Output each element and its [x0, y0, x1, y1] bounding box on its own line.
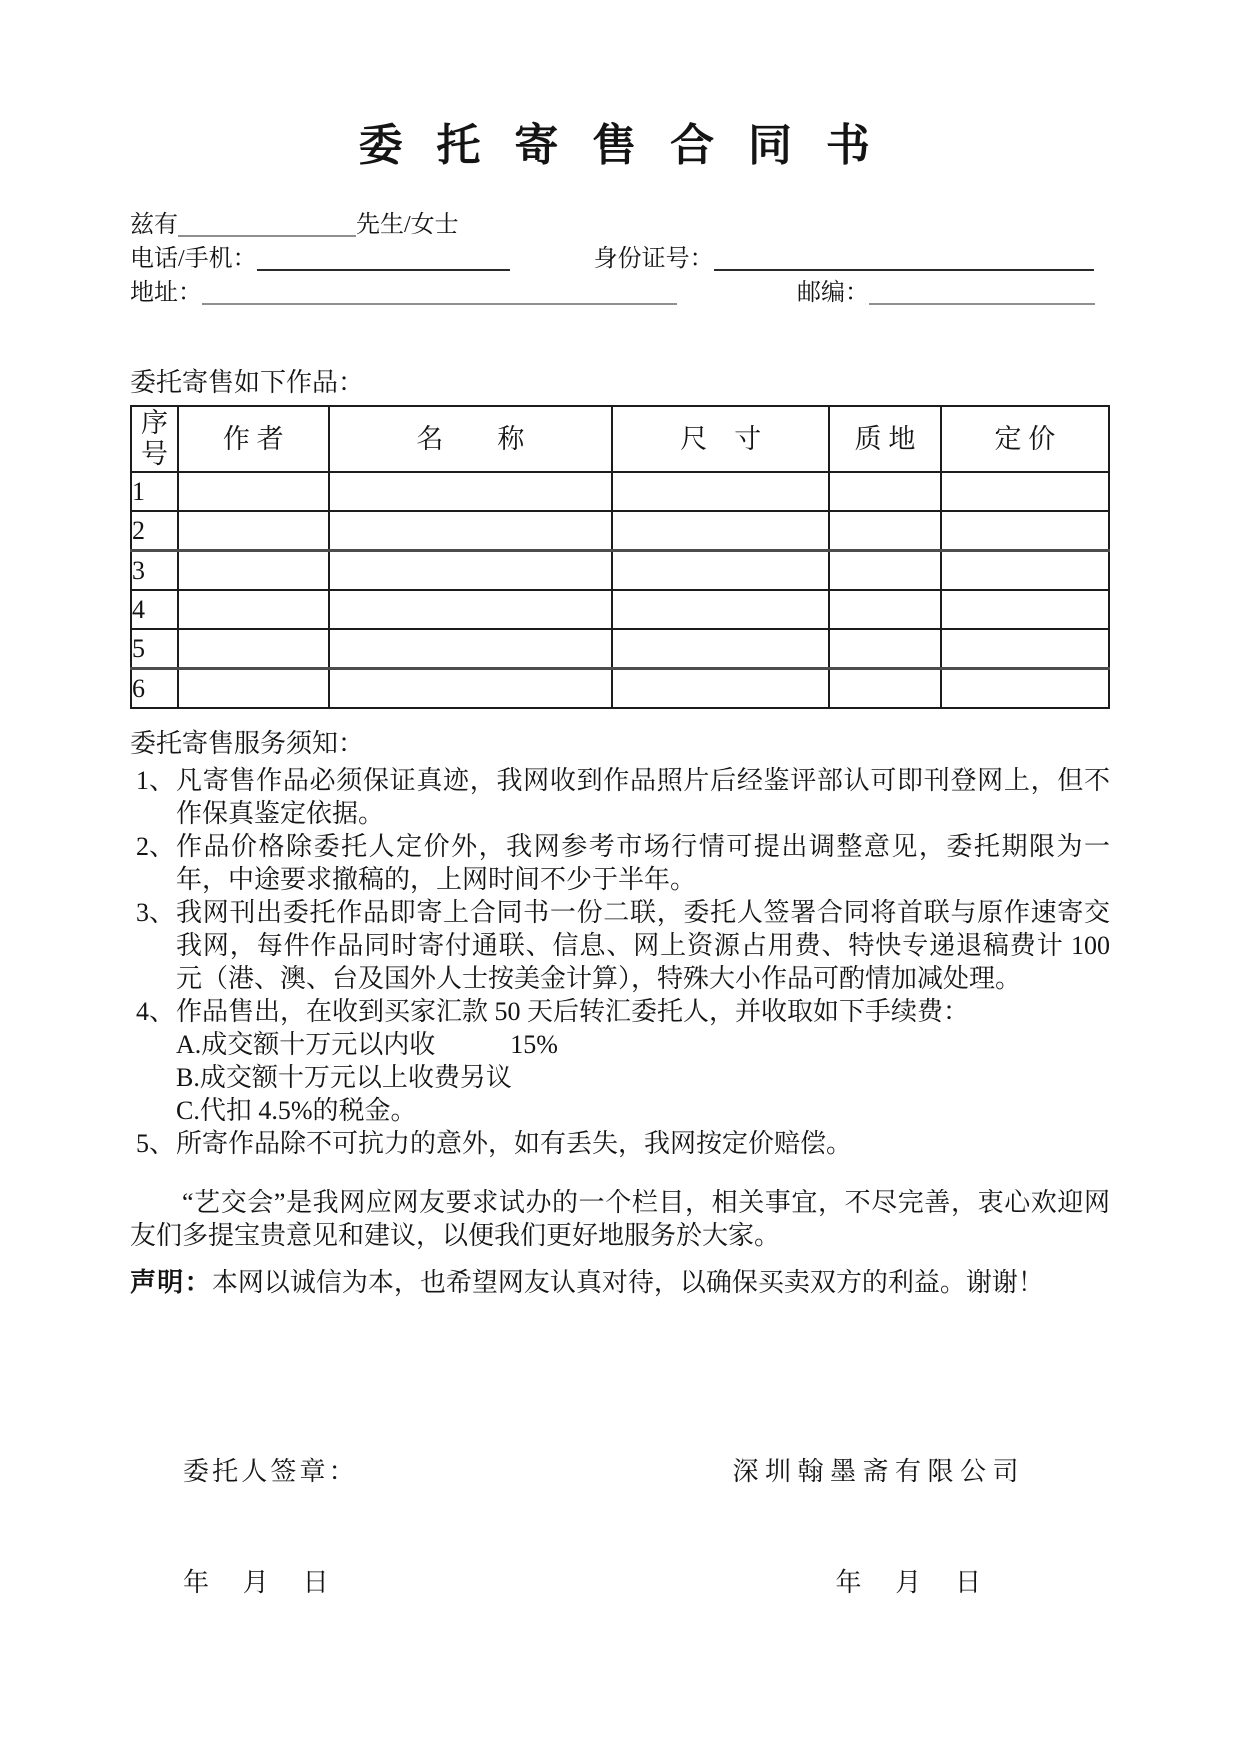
table-cell: [941, 669, 1109, 709]
notices-heading: 委托寄售服务须知：: [130, 729, 365, 758]
address-blank: [202, 279, 677, 305]
fee-sub-item-a-value: 15%: [510, 1030, 558, 1059]
fee-sub-item-a-label: A.成交额十万元以内收: [176, 1030, 436, 1059]
postcode-blank: [869, 279, 1095, 305]
date-row: [130, 1562, 1110, 1599]
header-price: 定 价: [941, 406, 1109, 472]
notice-item-5: [136, 1127, 1110, 1160]
table-cell: [612, 590, 829, 629]
notice-text: 作品售出，在收到买家汇款 50 天后转汇委托人，并收取如下手续费：: [176, 997, 970, 1026]
table-row: [131, 669, 1109, 709]
table-cell: [178, 551, 329, 591]
row-index: 6: [131, 669, 178, 709]
table-cell: [941, 629, 1109, 669]
intro-prefix-label: 兹有: [130, 212, 178, 238]
name-blank: [178, 211, 356, 237]
table-cell: [178, 669, 329, 709]
postcode-label: 邮编：: [797, 280, 869, 306]
table-cell: [941, 472, 1109, 511]
table-cell: [329, 590, 613, 629]
table-cell: [329, 511, 613, 551]
table-row: [131, 511, 1109, 551]
header-size: 尺 寸: [612, 406, 829, 472]
works-table-caption: 委托寄售如下作品：: [130, 368, 365, 397]
id-label: 身份证号：: [593, 246, 714, 272]
table-row: [131, 590, 1109, 629]
table-cell: [612, 629, 829, 669]
fee-sub-item-c: C.代扣 4.5%的税金。: [176, 1096, 417, 1125]
party-info-section: [130, 209, 1110, 310]
notice-item-3: [136, 896, 1110, 995]
table-cell: [178, 472, 329, 511]
table-cell: [829, 629, 940, 669]
notice-number: 4、: [136, 997, 176, 1026]
table-cell: [829, 590, 940, 629]
table-cell: [941, 590, 1109, 629]
notices-section: [130, 727, 1110, 1160]
notice-item-4: [136, 995, 1110, 1028]
header-index: 序号: [131, 406, 178, 472]
client-signature-label: 委托人签章：: [183, 1457, 358, 1486]
table-cell: [941, 551, 1109, 591]
row-index: 5: [131, 629, 178, 669]
notice-text: 我网刊出委托作品即寄上合同书一份二联，委托人签署合同将首联与原作速寄交我网，每件作品同时寄付通联、信息、网上资源占用费、特快专递退稿费计 100 元（港、澳、台及国外人士按美金计算），特殊大小作品可酌情加减处理。: [176, 898, 1110, 993]
notice-text: 所寄作品除不可抗力的意外，如有丢失，我网按定价赔偿。: [176, 1129, 853, 1158]
table-row: [131, 551, 1109, 591]
fee-sub-item-b: B.成交额十万元以上收费另议: [176, 1063, 512, 1092]
notice-number: 5、: [136, 1129, 176, 1158]
statement-text: 本网以诚信为本，也希望网友认真对待，以确保买卖双方的利益。谢谢！: [211, 1268, 1044, 1297]
table-cell: [178, 590, 329, 629]
table-cell: [612, 511, 829, 551]
page-title: 委 托 寄 售 合 同 书: [358, 121, 882, 170]
table-cell: [612, 669, 829, 709]
company-name: 深圳翰墨斋有限公司: [732, 1457, 1025, 1486]
table-cell: [329, 629, 613, 669]
works-table: [130, 405, 1110, 709]
table-cell: [612, 551, 829, 591]
row-index: 4: [131, 590, 178, 629]
table-cell: [829, 472, 940, 511]
signature-row: [130, 1451, 1110, 1488]
notice-number: 1、: [136, 766, 176, 795]
statement-label: 声明：: [130, 1268, 212, 1297]
row-index: 1: [131, 472, 178, 511]
table-row: [131, 472, 1109, 511]
header-material: 质 地: [829, 406, 940, 472]
table-row: [131, 629, 1109, 669]
id-blank: [714, 245, 1094, 271]
row-index: 3: [131, 551, 178, 591]
notice-item-1: [136, 764, 1110, 830]
table-cell: [178, 511, 329, 551]
address-label: 地址：: [130, 280, 202, 306]
notice-item-2: [136, 830, 1110, 896]
row-index: 2: [131, 511, 178, 551]
intro-suffix-label: 先生/女士: [356, 212, 459, 238]
company-date-line: 年 月 日: [835, 1568, 985, 1597]
table-cell: [612, 472, 829, 511]
closing-paragraph: “艺交会”是我网应网友要求试办的一个栏目，相关事宜，不尽完善，衷心欢迎网友们多提宝贵意见和建议，以便我们更好地服务於大家。: [130, 1188, 1110, 1250]
notice-text: 凡寄售作品必须保证真迹，我网收到作品照片后经鉴评部认可即刊登网上，但不作保真鉴定依据。: [176, 766, 1110, 828]
table-cell: [941, 511, 1109, 551]
table-cell: [178, 629, 329, 669]
table-cell: [329, 551, 613, 591]
header-name: 名 称: [329, 406, 613, 472]
header-author: 作 者: [178, 406, 329, 472]
intro-line: [130, 209, 1110, 242]
phone-blank: [257, 245, 510, 271]
table-cell: [829, 551, 940, 591]
client-date-line: 年 月 日: [183, 1568, 333, 1597]
fee-sub-item-a: [176, 1028, 1110, 1061]
table-cell: [329, 472, 613, 511]
notice-number: 3、: [136, 898, 176, 927]
table-cell: [329, 669, 613, 709]
phone-label: 电话/手机：: [130, 246, 257, 272]
address-postcode-line: [130, 277, 1110, 310]
notice-number: 2、: [136, 832, 176, 861]
phone-id-line: [130, 243, 1110, 276]
statement-line: [130, 1266, 1110, 1299]
table-cell: [829, 669, 940, 709]
table-header-row: [131, 406, 1109, 472]
table-cell: [829, 511, 940, 551]
notice-text: 作品价格除委托人定价外，我网参考市场行情可提出调整意见，委托期限为一年，中途要求撤稿的，上网时间不少于半年。: [176, 832, 1110, 894]
